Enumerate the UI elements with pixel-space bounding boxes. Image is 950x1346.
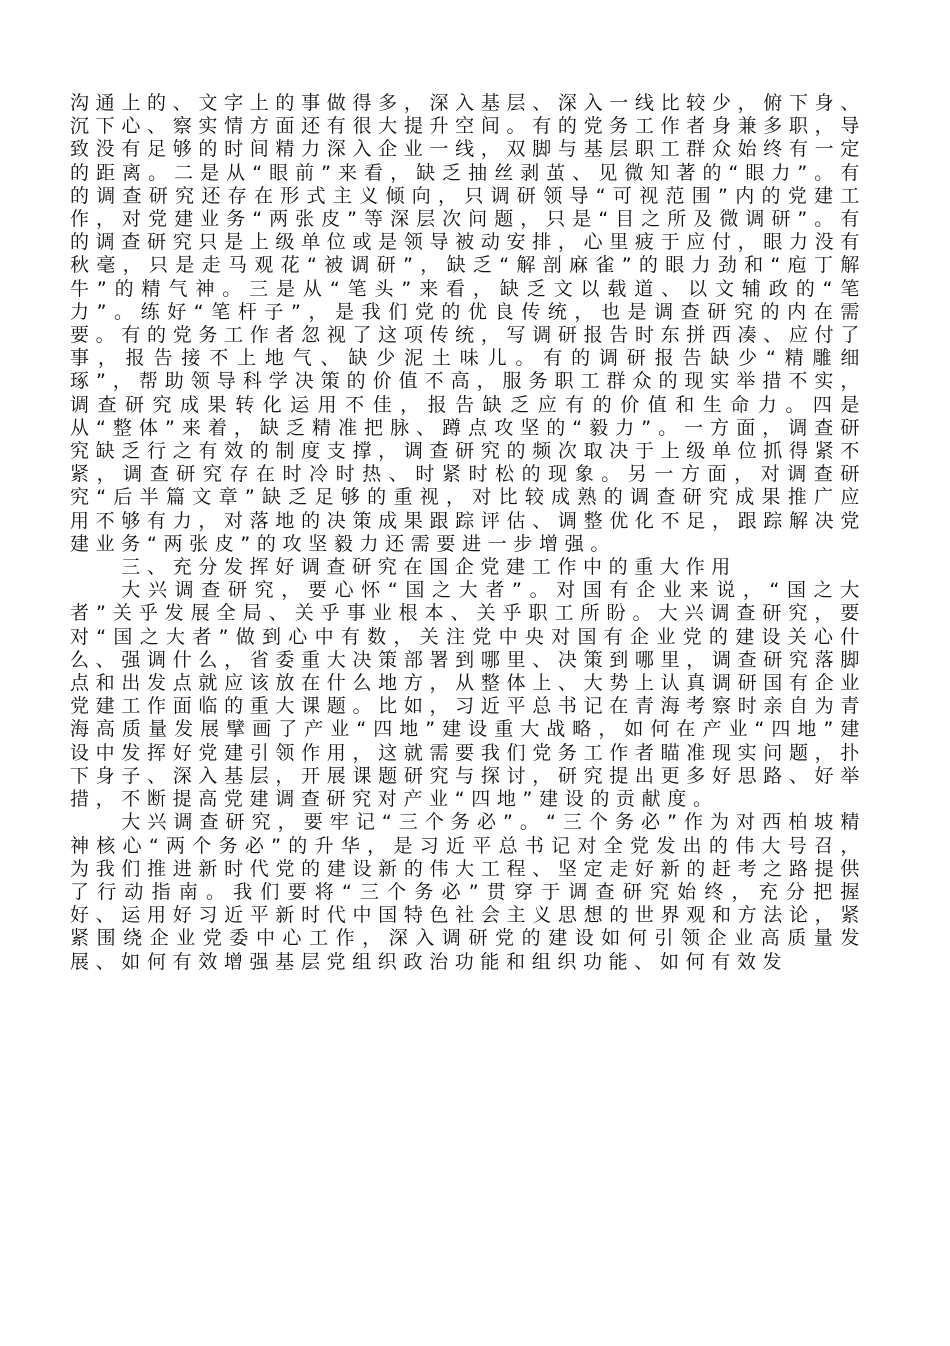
paragraph-san-ge-wu-bi: 大兴调查研究，要牢记“三个务必”。“三个务必”作为对西柏坡精神核心“两个务必”的升华，是习近平总书记对全党发出的伟大号召，为我们推进新时代党的建设新的伟大工程、坚定走好新的赶考之路提供了行动指南。我们要将“三个务必”贯穿于调查研究始终，充分把握好、运用好习近平新时代中国特色社会主义思想的世界观和方法论，紧紧围绕企业党委中心工作，深入调研党的建设如何引领企业高质量发展、如何有效增强基层党组织政治功能和组织功能、如何有效发 [70, 811, 866, 973]
paragraph-continuation: 沟通上的、文字上的事做得多，深入基层、深入一线比较少，俯下身、沉下心、察实情方面还有很大提升空间。有的党务工作者身兼多职，导致没有足够的时间精力深入企业一线，双脚与基层职工群众始终有一定的距离。二是从“眼前”来看，缺乏抽丝剥茧、见微知著的“眼力”。有的调查研究还存在形式主义倾向，只调研领导“可视范围”内的党建工作，对党建业务“两张皮”等深层次问题，只是“目之所及微调研”。有的调查研究只是上级单位或是领导被动安排，心里疲于应付，眼力没有秋毫，只是走马观花“被调研”，缺乏“解剖麻雀”的眼力劲和“庖丁解牛”的精气神。三是从“笔头”来看，缺乏文以载道、以文辅政的“笔力”。练好“笔杆子”，是我们党的优良传统，也是调查研究的内在需要。有的党务工作者忽视了这项传统，写调研报告时东拼西凑、应付了事，报告接不上地气、缺少泥土味儿。有的调研报告缺少“精雕细琢”，帮助领导科学决策的价值不高，服务职工群众的现实举措不实，调查研究成果转化运用不佳，报告缺乏应有的价值和生命力。四是从“整体”来着，缺乏精准把脉、蹲点攻坚的“毅力”。一方面，调查研究缺乏行之有效的制度支撑，调查研究的频次取决于上级单位抓得紧不紧，调查研究存在时冷时热、时紧时松的现象。另一方面，对调查研究“后半篇文章”缺乏足够的重视，对比较成熟的调查研究成果推广应用不够有力，对落地的决策成果跟踪评估、调整优化不足，跟踪解决党建业务“两张皮”的攻坚毅力还需要进一步增强。 [70, 92, 866, 555]
paragraph-guo-zhi-da-zhe: 大兴调查研究，要心怀“国之大者”。对国有企业来说，“国之大者”关乎发展全局、关乎事业根本、关乎职工所盼。大兴调查研究，要对“国之大者”做到心中有数，关注党中央对国有企业党的建设关心什么、强调什么，省委重大决策部署到哪里、决策到哪里，调查研究落脚点和出发点就应该放在什么地方，从整体上、大势上认真调研国有企业党建工作面临的重大课题。比如，习近平总书记在青海考察时亲自为青海高质量发展擘画了产业“四地”建设重大战略，如何在产业“四地”建设中发挥好党建引领作用，这就需要我们党务工作者瞄准现实问题，扑下身子、深入基层，开展课题研究与探讨，研究提出更多好思路、好举措，不断提高党建调查研究对产业“四地”建设的贡献度。 [70, 579, 866, 811]
document-page [70, 92, 866, 974]
section-heading-3: 三、充分发挥好调查研究在国企党建工作中的重大作用 [121, 556, 737, 579]
